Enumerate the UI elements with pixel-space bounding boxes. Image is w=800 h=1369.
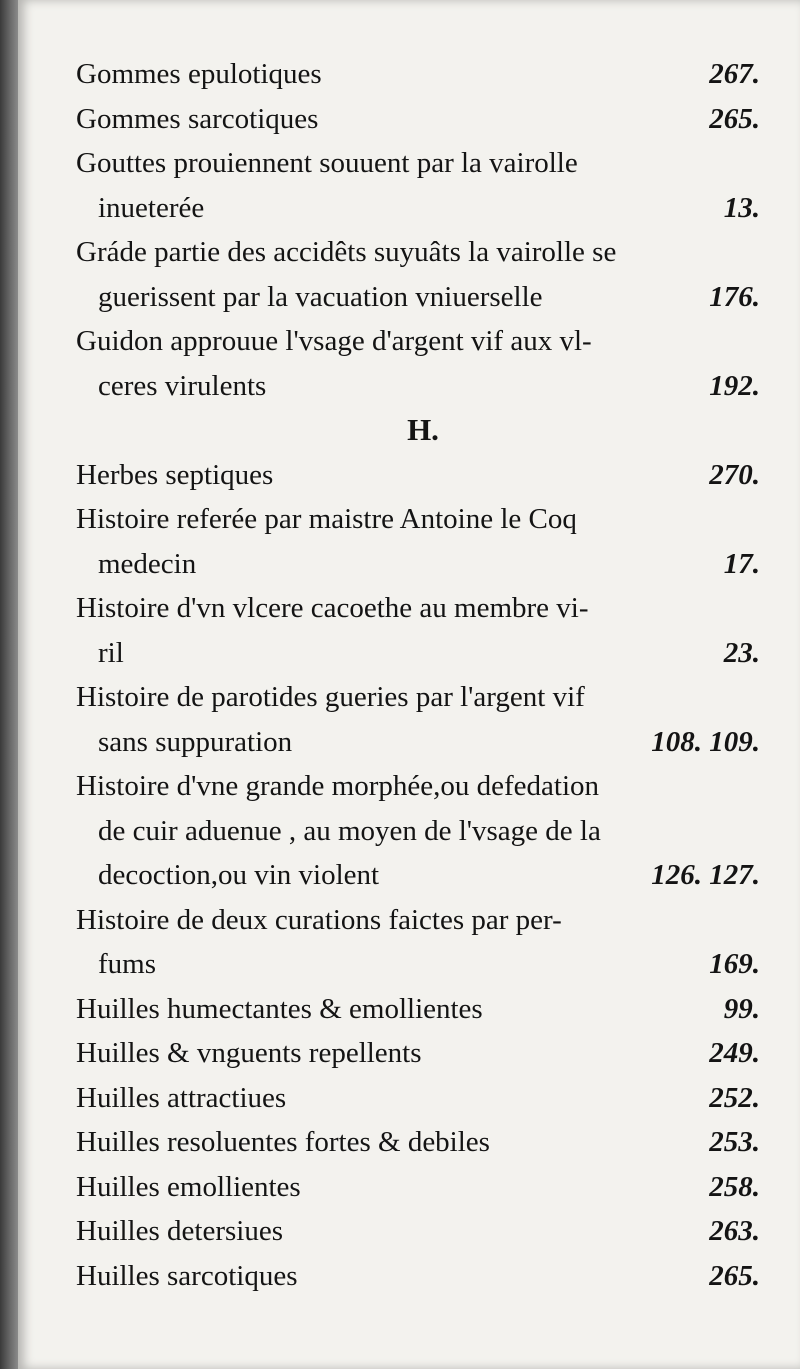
entry-line	[76, 319, 760, 364]
entry-text: Huilles emollientes	[76, 1170, 301, 1203]
index-entry	[76, 586, 760, 675]
page-reference: 13.	[723, 191, 760, 224]
index-group-h	[76, 453, 760, 1299]
entry-continuation-line	[76, 542, 760, 587]
index-group-g	[76, 52, 760, 408]
page-reference: 108. 109.	[651, 725, 760, 758]
entry-text: decoction,ou vin violent	[98, 859, 380, 891]
entry-line	[76, 1031, 760, 1076]
entry-continuation-line	[76, 720, 760, 765]
index-entry	[76, 675, 760, 764]
book-page	[18, 0, 800, 1369]
entry-text: Huilles attractiues	[76, 1081, 287, 1114]
entry-text: ceres virulents	[98, 369, 267, 402]
entry-text: Histoire d'vne grande morphée,ou defedation	[76, 770, 600, 802]
entry-continuation-line	[76, 275, 760, 320]
entry-line	[76, 987, 760, 1032]
entry-text: inueterée	[98, 191, 205, 224]
page-reference: 258.	[709, 1170, 760, 1203]
index-entry	[76, 1120, 760, 1165]
entry-text: ril	[98, 636, 124, 669]
entry-line	[76, 141, 760, 186]
index-entry	[76, 230, 760, 319]
index-entry	[76, 1031, 760, 1076]
entry-continuation-line	[76, 942, 760, 987]
page-reference: 267.	[709, 58, 760, 90]
page-reference: 169.	[709, 948, 760, 980]
entry-text: sans suppuration	[98, 725, 293, 758]
page-reference: 252.	[709, 1081, 760, 1114]
entry-text: Guidon approuue l'vsage d'argent vif aux vl-	[76, 325, 592, 357]
page-reference: 126. 127.	[651, 859, 760, 891]
index-entry	[76, 1076, 760, 1121]
entry-text: Gouttes prouiennent souuent par la vairolle	[76, 147, 578, 179]
index-entry	[76, 1209, 760, 1254]
index-entry	[76, 764, 760, 898]
entry-continuation-line	[76, 364, 760, 409]
entry-continuation-line	[76, 853, 760, 898]
page-reference: 263.	[709, 1215, 760, 1247]
page-reference: 265.	[709, 1259, 760, 1292]
index-entry	[76, 497, 760, 586]
entry-text: de cuir aduenue , au moyen de l'vsage de la	[98, 814, 601, 847]
entry-text: Gommes epulotiques	[76, 58, 322, 90]
page-reference: 270.	[709, 458, 760, 491]
entry-line	[76, 1254, 760, 1299]
entry-text: Gommes sarcotiques	[76, 102, 319, 135]
entry-line	[76, 586, 760, 631]
entry-text: medecin	[98, 547, 197, 580]
page-reference: 192.	[709, 369, 760, 402]
entry-line	[76, 764, 760, 809]
page-reference: 253.	[709, 1126, 760, 1158]
entry-continuation-line	[76, 809, 760, 854]
entry-line	[76, 230, 760, 275]
page-reference: 99.	[723, 992, 760, 1025]
entry-continuation-line	[76, 631, 760, 676]
entry-line	[76, 497, 760, 542]
entry-text: Huilles detersiues	[76, 1215, 283, 1247]
entry-line	[76, 1165, 760, 1210]
entry-text: Histoire de parotides gueries par l'argent vif	[76, 681, 585, 713]
book-binding-shadow	[0, 0, 18, 1369]
index-entry	[76, 1165, 760, 1210]
entry-line	[76, 1120, 760, 1165]
entry-text: Huilles humectantes & emollientes	[76, 992, 483, 1025]
page-reference: 265.	[709, 102, 760, 135]
entry-line	[76, 1209, 760, 1254]
entry-text: Histoire d'vn vlcere cacoethe au membre vi-	[76, 592, 589, 624]
entry-text: Gráde partie des accidêts suyuâts la vairolle se	[76, 236, 617, 268]
index-entry	[76, 52, 760, 97]
index-entry	[76, 141, 760, 230]
index-entry	[76, 453, 760, 498]
page-reference: 23.	[723, 636, 760, 669]
entry-continuation-line	[76, 186, 760, 231]
index-entry	[76, 898, 760, 987]
entry-line	[76, 453, 760, 498]
entry-text: Huilles sarcotiques	[76, 1259, 298, 1292]
entry-line	[76, 675, 760, 720]
entry-text: Herbes septiques	[76, 458, 274, 491]
entry-line	[76, 898, 760, 943]
index-entry	[76, 987, 760, 1032]
index-entry	[76, 1254, 760, 1299]
entry-line	[76, 52, 760, 97]
page-reference: 249.	[709, 1037, 760, 1069]
page-reference: 17.	[723, 547, 760, 580]
section-letter: H.	[407, 412, 439, 447]
entry-text: fums	[98, 948, 156, 980]
entry-text: Histoire referée par maistre Antoine le Coq	[76, 503, 577, 535]
entry-text: Huilles & vnguents repellents	[76, 1037, 422, 1069]
entry-text: guerissent par la vacuation vniuerselle	[98, 280, 543, 313]
page-reference: 176.	[709, 280, 760, 313]
index-entry	[76, 97, 760, 142]
entry-line	[76, 97, 760, 142]
index-entry	[76, 319, 760, 408]
entry-text: Histoire de deux curations faictes par per-	[76, 903, 562, 936]
entry-text: Huilles resoluentes fortes & debiles	[76, 1126, 490, 1158]
index-list	[76, 52, 760, 1298]
entry-line	[76, 1076, 760, 1121]
